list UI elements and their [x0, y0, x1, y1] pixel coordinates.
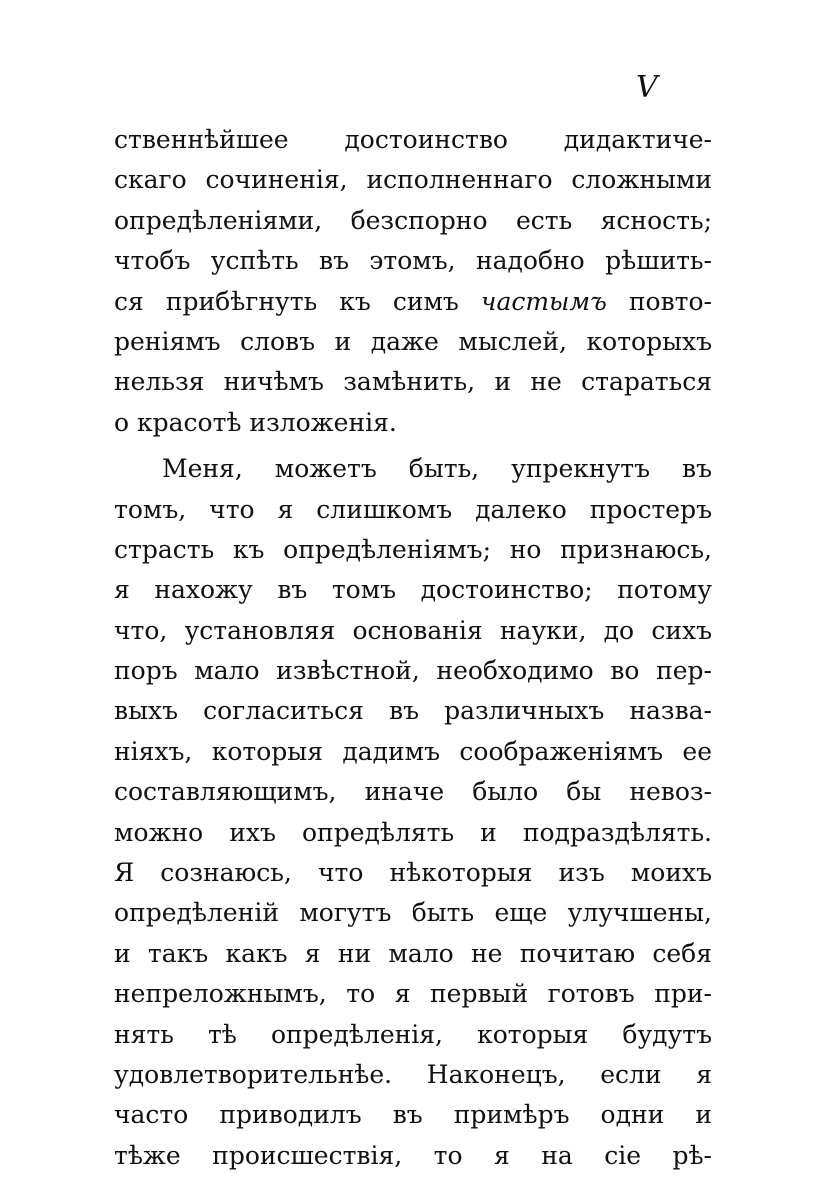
text-line: что, установляя основанія науки, до сихъ: [114, 615, 712, 645]
line-segment: повто-: [606, 286, 712, 316]
text-line: непреложнымъ, то я первый готовъ при-: [114, 979, 712, 1009]
text-line: опредѣленіями, безспорно есть ясность;: [114, 205, 712, 235]
italic-emphasis: частымъ: [480, 286, 607, 316]
text-line: часто приводилъ въ примѣръ одни и: [114, 1100, 712, 1130]
text-line-with-emphasis: [114, 282, 712, 322]
text-line: нять тѣ опредѣленія, которыя будутъ: [114, 1019, 712, 1049]
text-line: о красотѣ изложенія.: [114, 407, 397, 437]
paragraph-2: [114, 449, 712, 1176]
text-line: ственнѣйшее достоинство дидактиче-: [114, 125, 712, 154]
text-line: выхъ согласиться въ различныхъ назва-: [114, 696, 712, 726]
text-line: поръ мало извѣстной, необходимо во пер-: [114, 656, 712, 686]
text-line: удовлетворительнѣе. Наконецъ, если я: [114, 1059, 712, 1089]
text-line: скаго сочиненія, исполненнаго сложными: [114, 165, 712, 195]
text-line: реніямъ словъ и даже мыслей, которыхъ: [114, 326, 712, 356]
text-line: тѣже происшествія, то я на сіе рѣ-: [114, 1140, 712, 1170]
text-line: и такъ какъ я ни мало не почитаю себя: [114, 938, 712, 968]
body-text: [114, 120, 712, 1176]
text-line: можно ихъ опредѣлять и подраздѣлять.: [114, 817, 712, 847]
text-line: нельзя ничѣмъ замѣнить, и не стараться: [114, 367, 712, 397]
text-line: составляющимъ, иначе было бы невоз-: [114, 777, 712, 807]
text-line: Меня, можетъ быть, упрекнутъ въ: [162, 454, 712, 484]
text-line: я нахожу въ томъ достоинство; потому: [114, 575, 712, 605]
text-line: опредѣленій могутъ быть еще улучшены,: [114, 898, 712, 928]
text-line: томъ, что я слишкомъ далеко простеръ: [114, 494, 712, 524]
page-number: V: [636, 70, 658, 105]
text-line: ніяхъ, которыя дадимъ соображеніямъ ее: [114, 736, 712, 766]
text-line: страсть къ опредѣленіямъ; но признаюсь,: [114, 534, 712, 564]
text-line: Я сознаюсь, что нѣкоторыя изъ моихъ: [114, 858, 712, 888]
line-segment: ся прибѣгнуть къ симъ: [114, 286, 481, 316]
text-line: чтобъ успѣть въ этомъ, надобно рѣшить-: [114, 246, 712, 276]
paragraph-1: [114, 120, 712, 443]
